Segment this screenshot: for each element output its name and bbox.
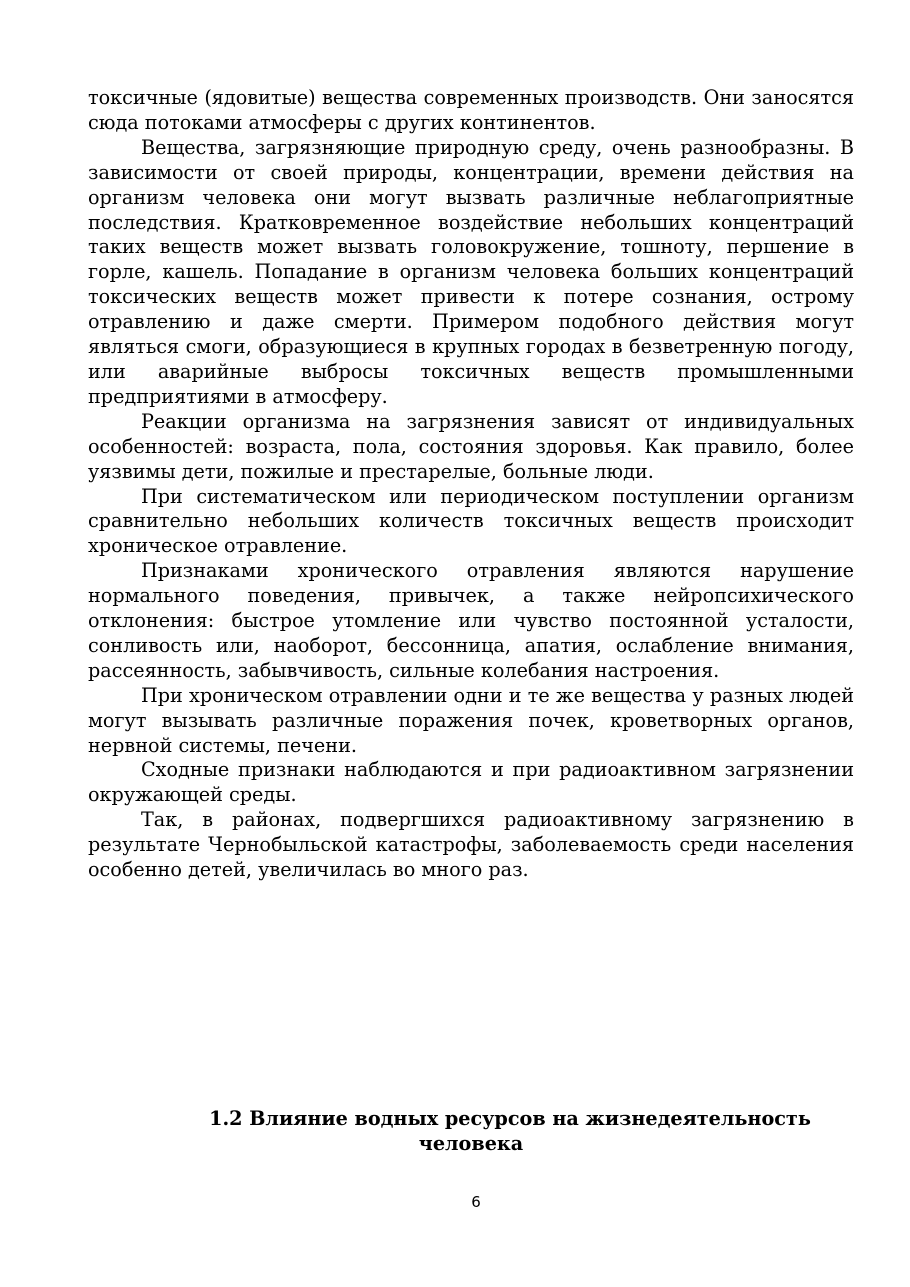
paragraph-organism-reactions: Реакции организма на загрязнения зависят от индивидуальных особенностей: возраста, пола, состояния здоровья. Как правило, более уязвимы дети, пожилые и престарелые, больные люди. bbox=[88, 409, 854, 483]
paragraph-chernobyl: Так, в районах, подвергшихся радиоактивному загрязнению в результате Чернобыльской катастрофы, заболеваемость среди населения особенно детей, увеличилась во много раз. bbox=[88, 808, 854, 882]
document-body bbox=[88, 86, 854, 883]
paragraph-organ-damage: При хроническом отравлении одни и те же вещества у разных людей могут вызывать различные поражения почек, кроветворных органов, нервной системы, печени. bbox=[88, 683, 854, 757]
section-heading-line1: 1.2 Влияние водных ресурсов на жизнедеятельность bbox=[209, 1107, 811, 1130]
paragraph-radioactive: Сходные признаки наблюдаются и при радиоактивном загрязнении окружающей среды. bbox=[88, 758, 854, 807]
section-heading bbox=[88, 1106, 854, 1156]
paragraph-continuation: токсичные (ядовитые) вещества современных производств. Они заносятся сюда потоками атмосферы с других континентов. bbox=[88, 86, 854, 134]
paragraph-chronic-signs: Признаками хронического отравления являются нарушение нормального поведения, привычек, а также нейропсихического отклонения: быстрое утомление или чувство постоянной усталости, сонливость или, наоборот, бессонница, апатия, ослабление внимания, рассеянность, забывчивость, сильные колебания настроения. bbox=[88, 559, 854, 682]
page-number: 6 bbox=[471, 1193, 481, 1211]
paragraph-pollutants-variety: Вещества, загрязняющие природную среду, очень разнообразны. В зависимости от своей природы, концентрации, времени действия на организм человека они могут вызвать различные неблагоприятные последствия. Кратковременное воздействие небольших концентраций таких веществ может вызвать головокружение, тошноту, першение в горле, кашель. Попадание в организм человека больших концентраций токсических веществ может привести к потере сознания, острому отравлению и даже смерти. Примером подобного действия могут являться смоги, образующиеся в крупных городах в безветренную погоду, или аварийные выбросы токсичных веществ промышленными предприятиями в атмосферу. bbox=[88, 135, 854, 408]
section-heading-line2: человека bbox=[418, 1132, 524, 1155]
paragraph-chronic-poisoning: При систематическом или периодическом поступлении организм сравнительно небольших количеств токсичных веществ происходит хроническое отравление. bbox=[88, 484, 854, 558]
